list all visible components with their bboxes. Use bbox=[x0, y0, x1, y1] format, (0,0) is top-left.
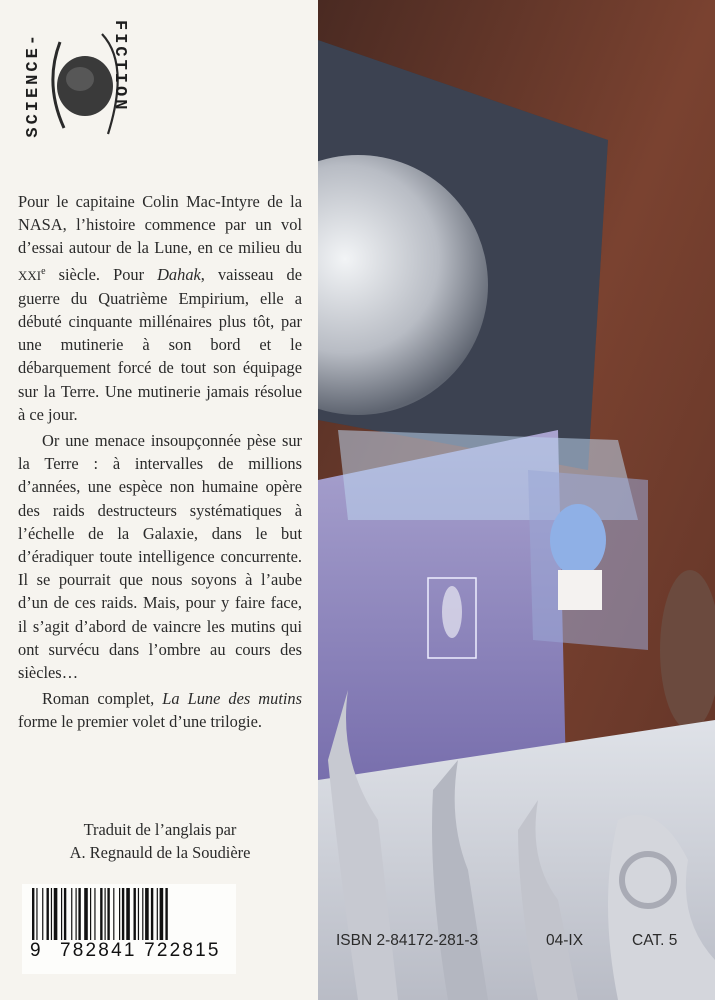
blurb-text: siècle. Pour bbox=[45, 264, 158, 284]
blurb-text: Roman complet, bbox=[42, 689, 163, 709]
text-column bbox=[0, 0, 318, 1000]
publication-info bbox=[336, 932, 686, 954]
century-text: XXI bbox=[18, 267, 42, 283]
ship-name: Dahak bbox=[157, 264, 201, 284]
blurb-text: Pour le capitaine Colin Mac-Intyre de la NASA, l’histoire commence par un vol d’essai autour de la Lune, en ce milieu du bbox=[18, 192, 302, 258]
isbn: ISBN 2-84172-281-3 bbox=[336, 932, 479, 949]
translator-credit bbox=[18, 818, 302, 864]
blurb-paragraph-1 bbox=[18, 190, 302, 426]
blurb-paragraph-3 bbox=[18, 687, 302, 733]
edition-code: 04-IX bbox=[546, 932, 584, 949]
collection-word-fiction: FICTION bbox=[110, 20, 129, 113]
illustration-art bbox=[318, 0, 715, 1000]
barcode bbox=[22, 884, 236, 974]
blurb bbox=[18, 190, 302, 737]
blurb-paragraph-2: Or une menace insoupçonnée pèse sur la Terre : à intervalles de millions d’années, une espèce non humaine opère des raids destructeurs systématiques à l’échelle de la Galaxie, dans le but d’éradiquer toute intelligence concurrente. Il se pourrait que nous soyons à l’aube d’un de ces raids. Mais, pour y faire face, il s’agit d’abord de vaincre les mutins qui ont survécu dans l’ombre au cours des siècles… bbox=[18, 431, 302, 683]
book-title: La Lune des mutins bbox=[162, 689, 302, 709]
collection-word-science: SCIENCE- bbox=[24, 32, 43, 138]
blurb-text: forme le premier volet d’une trilogie. bbox=[18, 712, 262, 732]
cover-illustration bbox=[318, 0, 715, 1000]
century-superscript: e bbox=[41, 265, 46, 277]
category-code: CAT. 5 bbox=[632, 932, 678, 949]
blurb-text: , vaisseau de guerre du Quatrième Empirium, elle a débuté cinquante millénaires plus tôt, par une mutinerie à son bord et le débarquement forcé de tout son équipage sur la Terre. Une mutinerie jamais résolue à ce jour. bbox=[18, 264, 302, 424]
barcode-bars bbox=[22, 884, 236, 944]
collection-logo bbox=[14, 6, 134, 156]
barcode-digits: 782841 722815 bbox=[60, 940, 221, 961]
translator-name: A. Regnauld de la Soudière bbox=[69, 843, 251, 862]
translator-line-1: Traduit de l’anglais par bbox=[83, 820, 237, 839]
barcode-lead-digit: 9 bbox=[30, 940, 43, 961]
